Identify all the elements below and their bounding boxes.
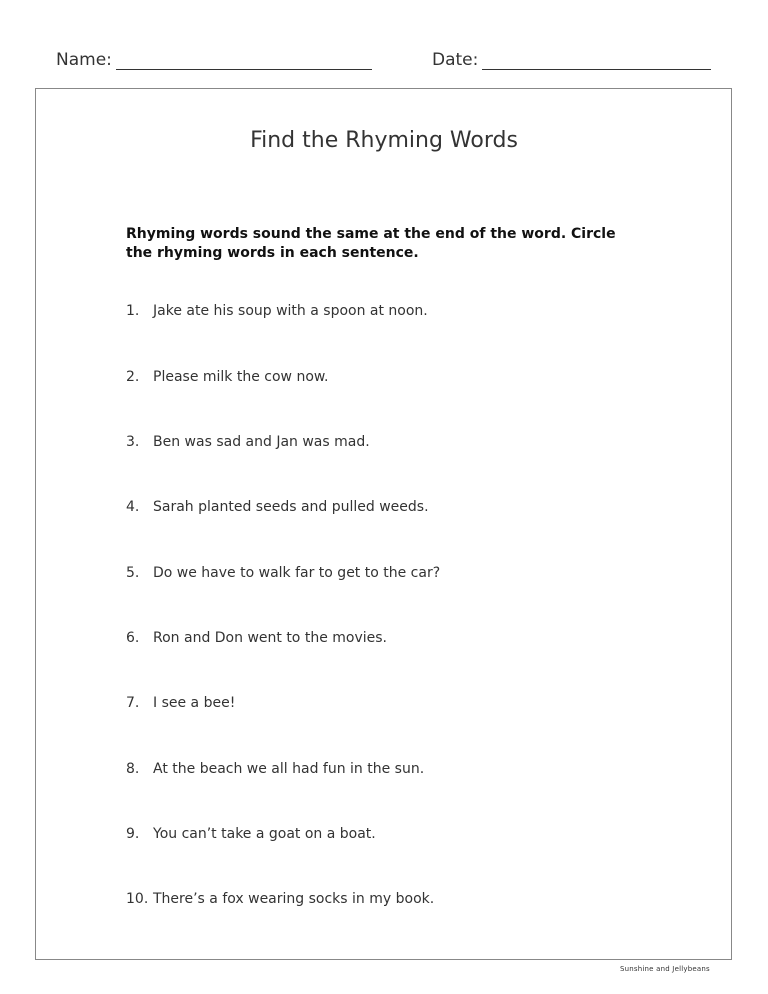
item-number: 1.	[126, 303, 140, 319]
header-row	[0, 46, 768, 74]
name-line[interactable]	[116, 51, 372, 70]
item-text: Please milk the cow now.	[153, 369, 329, 385]
list-item	[126, 695, 235, 711]
list-item	[126, 826, 376, 842]
list-item	[126, 761, 424, 777]
list-item	[126, 499, 429, 515]
item-number: 7.	[126, 695, 140, 711]
list-item	[126, 891, 434, 907]
date-line[interactable]	[482, 51, 711, 70]
item-text: Ben was sad and Jan was mad.	[153, 434, 370, 450]
item-number: 3.	[126, 434, 140, 450]
date-label: Date:	[432, 50, 479, 70]
list-item	[126, 434, 370, 450]
item-number: 4.	[126, 499, 140, 515]
item-text: There’s a fox wearing socks in my book.	[153, 891, 435, 907]
list-item	[126, 369, 329, 385]
item-number: 10.	[126, 891, 149, 907]
list-item	[126, 565, 440, 581]
item-number: 8.	[126, 761, 140, 777]
item-text: Sarah planted seeds and pulled weeds.	[153, 499, 429, 515]
instructions: Rhyming words sound the same at the end of the word. Circle the rhyming words in each sentence.	[126, 226, 616, 261]
name-label: Name:	[56, 50, 112, 70]
item-number: 2.	[126, 369, 140, 385]
item-text: I see a bee!	[153, 695, 236, 711]
item-text: Do we have to walk far to get to the car?	[153, 565, 441, 581]
item-text: At the beach we all had fun in the sun.	[153, 761, 425, 777]
name-field	[56, 50, 372, 70]
item-number: 5.	[126, 565, 140, 581]
date-field	[432, 50, 711, 70]
item-number: 6.	[126, 630, 140, 646]
footer-credit: Sunshine and Jellybeans	[620, 965, 710, 973]
item-number: 9.	[126, 826, 140, 842]
list-item	[126, 630, 387, 646]
item-text: Jake ate his soup with a spoon at noon.	[153, 303, 428, 319]
worksheet-title: Find the Rhyming Words	[250, 128, 518, 153]
item-text: Ron and Don went to the movies.	[153, 630, 387, 646]
item-text: You can’t take a goat on a boat.	[153, 826, 376, 842]
list-item	[126, 303, 428, 319]
